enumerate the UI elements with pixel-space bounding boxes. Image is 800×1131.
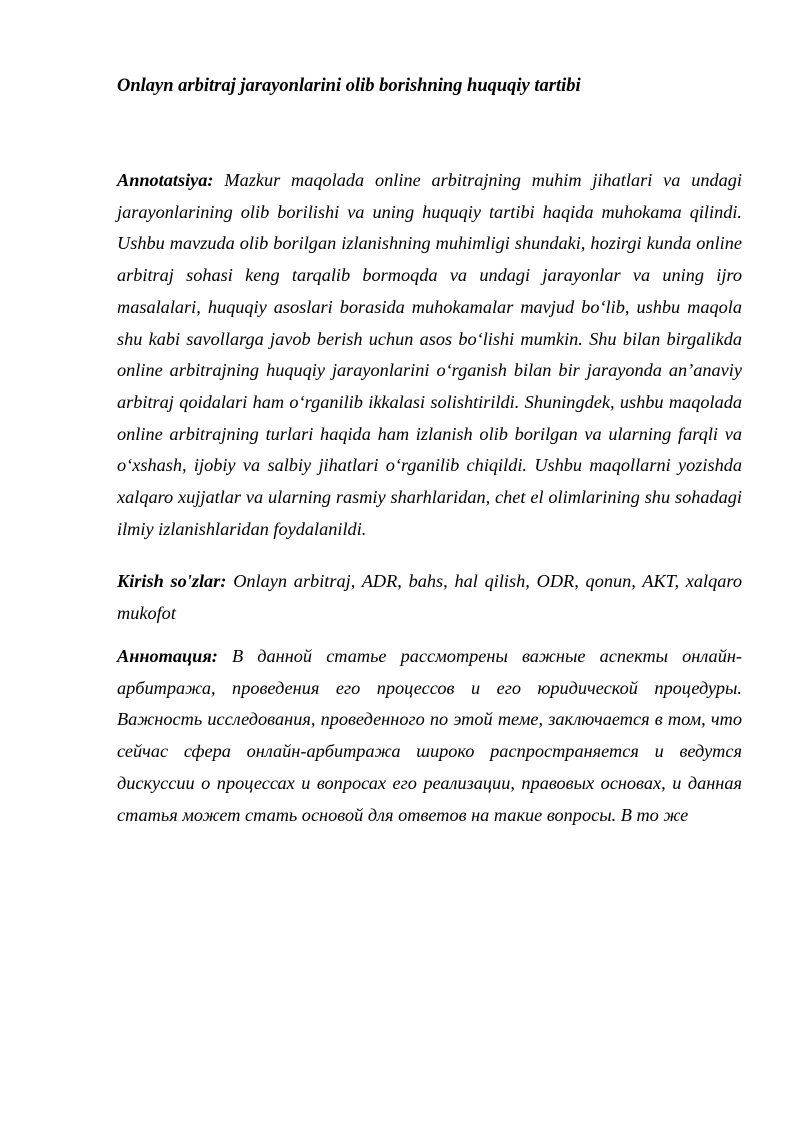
annotation-uz-paragraph: [117, 165, 742, 545]
annotation-uz-label: Annotatsiya:: [117, 170, 214, 190]
annotation-ru-text: В данной статье рассмотрены важные аспекты онлайн-арбитража, проведения его процессов и его юридической процедуры. Важность исследования, проведенного по этой теме, заключается в том, что сейчас сфера онлайн-арбитража широко распространяется и ведутся дискуссии о процессах и вопросах его реализации, правовых основах, и данная статья может стать основой для ответов на такие вопросы. В то же: [117, 646, 742, 825]
article-title: Onlayn arbitraj jarayonlarini olib borishning huquqiy tartibi: [117, 76, 581, 96]
annotation-ru-label: Аннотация:: [117, 646, 218, 666]
keywords-uz-label: Kirish so'zlar:: [117, 571, 227, 591]
keywords-uz-text: Onlayn arbitraj, ADR, bahs, hal qilish, ODR, qonun, AKT, xalqaro mukofot: [117, 571, 742, 623]
annotation-uz-text: Mazkur maqolada online arbitrajning muhim jihatlari va undagi jarayonlarining olib borilishi va uning huquqiy tartibi haqida muhokama qilindi. Ushbu mavzuda olib borilgan izlanishning muhimligi shundaki, hozirgi kunda online arbitraj sohasi keng tarqalib bormoqda va undagi jarayonlar va uning ijro masalalari, huquqiy asoslari borasida muhokamalar mavjud bo‘lib, ushbu maqola shu kabi savollarga javob berish uchun asos bo‘lishi mumkin. Shu bilan birgalikda online arbitrajning huquqiy jarayonlarini o‘rganish bilan bir jarayonda an’anaviy arbitraj qoidalari ham o‘rganilib ikkalasi solishtirildi. Shuningdek, ushbu maqolada online arbitrajning turlari haqida ham izlanish olib borilgan va ularning farqli va o‘xshash, ijobiy va salbiy jihatlari o‘rganilib chiqildi. Ushbu maqollarni yozishda xalqaro xujjatlar va ularning rasmiy sharhlaridan, chet el olimlarining shu sohadagi ilmiy izlanishlaridan foydalanildi.: [117, 170, 742, 539]
keywords-uz-paragraph: [117, 566, 742, 629]
annotation-ru-paragraph: [117, 641, 742, 831]
